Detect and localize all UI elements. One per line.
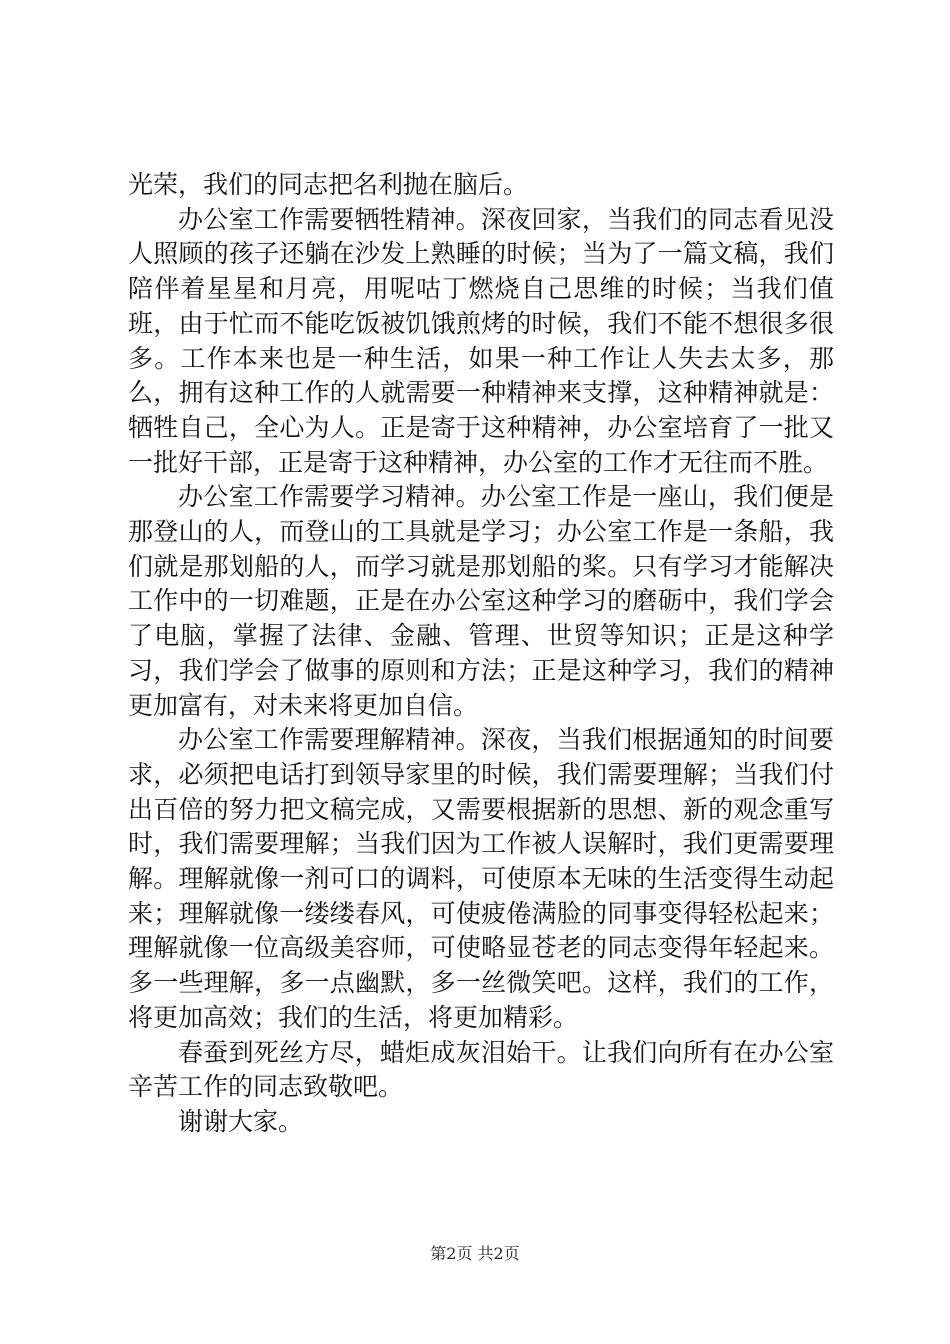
paragraph-understanding-spirit: 办公室工作需要理解精神。深夜，当我们根据通知的时间要求，必须把电话打到领导家里的时候，我们需要理解；当我们付出百倍的努力把文稿完成，又需要根据新的思想、新的观念重写时，我们需要理解；当我们因为工作被人误解时，我们更需要理解。理解就像一剂可口的调料，可使原本无味的生活变得生动起来；理解就像一缕缕春风，可使疲倦满脸的同事变得轻松起来；理解就像一位高级美容师，可使略显苍老的同志变得年轻起来。多一些理解，多一点幽默，多一丝微笑吧。这样，我们的工作，将更加高效；我们的生活，将更加精彩。	[128, 725, 834, 1032]
paragraph-continuation: 光荣，我们的同志把名利抛在脑后。	[128, 170, 529, 199]
paragraph-learning-spirit: 办公室工作需要学习精神。办公室工作是一座山，我们便是那登山的人，而登山的工具就是学习；办公室工作是一条船，我们就是那划船的人，而学习就是那划船的桨。只有学习才能解决工作中的一切难题，正是在办公室这种学习的磨砺中，我们学会了电脑，掌握了法律、金融、管理、世贸等知识；正是这种学习，我们学会了做事的原则和方法；正是这种学习，我们的精神更加富有，对未来将更加自信。	[128, 482, 834, 720]
paragraph-sacrifice-spirit: 办公室工作需要牺牲精神。深夜回家，当我们的同志看见没人照顾的孩子还躺在沙发上熟睡的时候；当为了一篇文稿，我们陪伴着星星和月亮，用呢咕丁燃烧自己思维的时候；当我们值班，由于忙而不能吃饭被饥饿煎烤的时候，我们不能不想很多很多。工作本来也是一种生活，如果一种工作让人失去太多，那么，拥有这种工作的人就需要一种精神来支撑，这种精神就是：牺牲自己，全心为人。正是寄于这种精神，办公室培育了一批又一批好干部，正是寄于这种精神，办公室的工作才无往而不胜。	[128, 204, 834, 477]
paragraph-tribute: 春蚕到死丝方尽，蜡炬成灰泪始干。让我们向所有在办公室辛苦工作的同志致敬吧。	[128, 1037, 834, 1102]
paragraph-thanks: 谢谢大家。	[178, 1106, 304, 1136]
document-body	[128, 168, 834, 1140]
page-footer: 第2页 共2页	[430, 1244, 520, 1263]
